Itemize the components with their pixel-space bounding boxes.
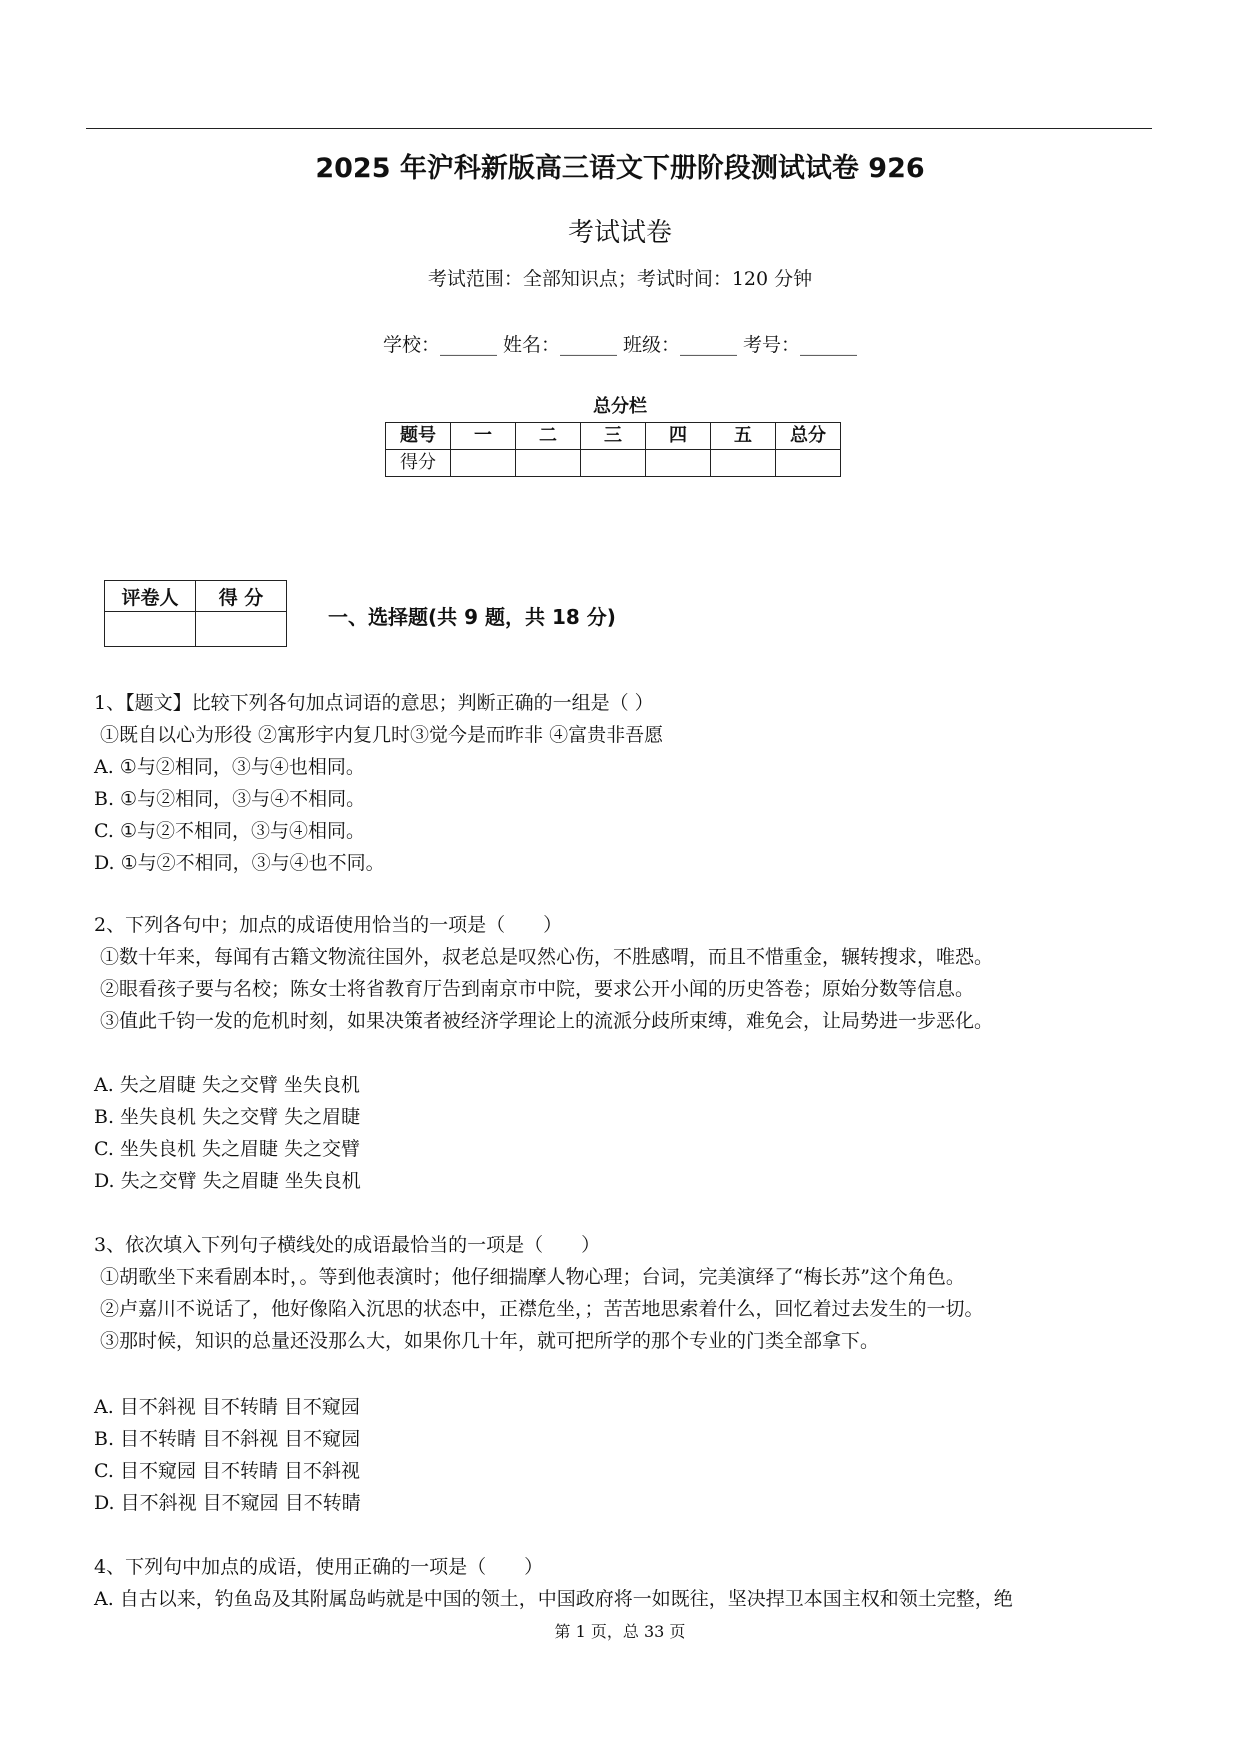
score-header-cell: 三 (581, 423, 646, 450)
score-table (385, 422, 841, 477)
page-number-footer: 第 1 页，总 33 页 (554, 1622, 686, 1641)
grader-table (104, 580, 287, 647)
question-sentence: ③值此千钧一发的危机时刻，如果决策者被经济学理论上的流派分歧所束缚，难免会，让局势进一步恶化。 (100, 1010, 994, 1032)
question-stem: 1、【题文】比较下列各句加点词语的意思；判断正确的一组是（ ） (94, 692, 654, 714)
question-option: C. ①与②不相同，③与④相同。 (94, 820, 365, 842)
question-sentence: ①既自以心为形役 ②寓形宇内复几时③觉今是而昨非 ④富贵非吾愿 (100, 724, 664, 746)
score-cell[interactable] (776, 450, 841, 477)
question-option: A. 自古以来，钓鱼岛及其附属岛屿就是中国的领土，中国政府将一如既往，坚决捍卫本国主权和领土完整，绝 (94, 1588, 1013, 1610)
section-heading: 一、选择题(共 9 题，共 18 分) (328, 605, 616, 629)
grader-cell[interactable] (196, 612, 287, 647)
score-cell[interactable] (516, 450, 581, 477)
exam-title: 2025 年沪科新版高三语文下册阶段测试试卷 926 (315, 153, 925, 184)
question-stem: 2、下列各句中；加点的成语使用恰当的一项是（ ） (94, 914, 563, 936)
question-stem: 3、依次填入下列句子横线处的成语最恰当的一项是（ ） (94, 1234, 601, 1256)
score-header-cell: 总分 (776, 423, 841, 450)
score-header-cell: 二 (516, 423, 581, 450)
question-sentence: ③那时候，知识的总量还没那么大，如果你几十年，就可把所学的那个专业的门类全部拿下。 (100, 1330, 880, 1352)
score-cell[interactable] (646, 450, 711, 477)
score-row-label: 得分 (386, 450, 451, 477)
score-header-cell: 一 (451, 423, 516, 450)
header-rule (86, 128, 1152, 129)
score-cell[interactable] (451, 450, 516, 477)
question-option: B. 坐失良机 失之交臂 失之眉睫 (94, 1106, 361, 1128)
score-cell[interactable] (581, 450, 646, 477)
score-table-header-row (386, 423, 841, 450)
question-sentence: ①数十年来，每闻有古籍文物流往国外，叔老总是叹然心伤，不胜感喟，而且不惜重金，辗转搜求，唯恐。 (100, 946, 994, 968)
grader-table-header-row (105, 581, 287, 612)
question-option: D. 目不斜视 目不窥园 目不转睛 (94, 1492, 361, 1514)
question-option: B. ①与②相同，③与④不相同。 (94, 788, 366, 810)
question-option: A. ①与②相同，③与④也相同。 (94, 756, 365, 778)
exam-scope-time: 考试范围：全部知识点；考试时间：120 分钟 (427, 268, 813, 290)
question-option: B. 目不转睛 目不斜视 目不窥园 (94, 1428, 361, 1450)
score-header-cell: 五 (711, 423, 776, 450)
question-option: C. 坐失良机 失之眉睫 失之交臂 (94, 1138, 361, 1160)
score-header-cell: 四 (646, 423, 711, 450)
score-cell[interactable] (711, 450, 776, 477)
question-option: C. 目不窥园 目不转睛 目不斜视 (94, 1460, 361, 1482)
question-option: A. 失之眉睫 失之交臂 坐失良机 (94, 1074, 360, 1096)
question-sentence: ①胡歌坐下来看剧本时，。等到他表演时；他仔细揣摩人物心理；台词，完美演绎了“梅长苏”这个角色。 (100, 1266, 965, 1288)
grader-cell[interactable] (105, 612, 196, 647)
question-stem: 4、下列句中加点的成语，使用正确的一项是（ ） (94, 1556, 544, 1578)
grader-table-blank-row (105, 612, 287, 647)
question-option: A. 目不斜视 目不转睛 目不窥园 (94, 1396, 360, 1418)
question-option: D. 失之交臂 失之眉睫 坐失良机 (94, 1170, 361, 1192)
question-sentence: ②卢嘉川不说话了，他好像陷入沉思的状态中，正襟危坐，；苦苦地思索着什么，回忆着过去发生的一切。 (100, 1298, 984, 1320)
exam-subtitle: 考试试卷 (567, 218, 672, 248)
score-table-caption: 总分栏 (593, 396, 647, 417)
question-option: D. ①与②不相同，③与④也不同。 (94, 852, 385, 874)
student-info-fields: 学校：______ 姓名：______ 班级：______ 考号：______ (382, 334, 858, 356)
question-sentence: ②眼看孩子要与名校；陈女士将省教育厅告到南京市中院，要求公开小闻的历史答卷；原始分数等信息。 (100, 978, 975, 1000)
grader-header-cell: 评卷人 (105, 581, 196, 612)
score-header-cell: 题号 (386, 423, 451, 450)
score-table-score-row (386, 450, 841, 477)
grader-header-cell: 得 分 (196, 581, 287, 612)
